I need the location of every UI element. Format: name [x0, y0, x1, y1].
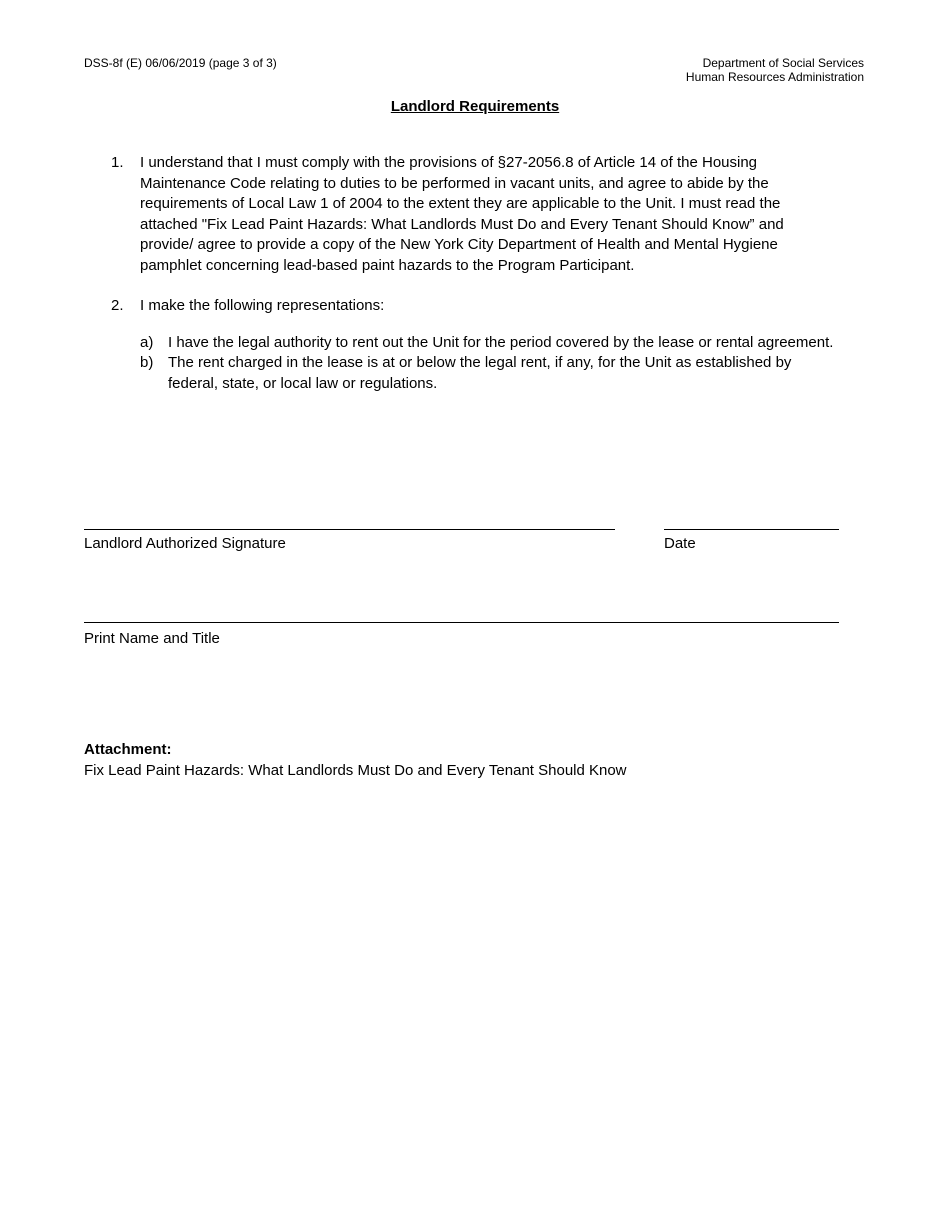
form-id: DSS-8f (E) 06/06/2019 (page 3 of 3) — [84, 56, 277, 70]
signature-label: Landlord Authorized Signature — [84, 535, 286, 552]
subitem-b-text: The rent charged in the lease is at or below the legal rent, if any, for the Unit as established by federal, state, or local law or regulations. — [168, 354, 792, 392]
subitem-b-letter: b) — [140, 354, 154, 371]
attachment-text: Fix Lead Paint Hazards: What Landlords Must Do and Every Tenant Should Know — [84, 762, 627, 779]
subitem-a-letter: a) — [140, 334, 154, 351]
print-name-line[interactable] — [84, 622, 839, 623]
item-2-number: 2. — [111, 297, 124, 314]
administration-name: Human Resources Administration — [685, 70, 864, 84]
item-1-number: 1. — [111, 154, 124, 171]
date-label: Date — [664, 535, 696, 552]
print-name-label: Print Name and Title — [84, 630, 220, 647]
attachment-heading: Attachment: — [84, 741, 172, 758]
item-2-text: I make the following representations: — [140, 297, 385, 314]
department-name: Department of Social Services — [702, 56, 864, 70]
page-title: Landlord Requirements — [390, 98, 560, 115]
item-1-text: I understand that I must comply with the provisions of §27-2056.8 of Article 14 of the Housing Maintenance Code relating to duties to be performed in vacant units, and agree to abide by the requirements of Local Law 1 of 2004 to the extent they are applicable to the Unit. I must read the attached "Fix Lead Paint Hazards: What Landlords Must Do and Every Tenant Should Know” and provide/ agree to provide a copy of the New York City Department of Health and Mental Hygiene pamphlet concerning lead-based paint hazards to the Program Participant. — [140, 154, 784, 274]
signature-line[interactable] — [84, 529, 615, 530]
date-line[interactable] — [664, 529, 839, 530]
agency-header — [686, 56, 864, 84]
subitem-a-text: I have the legal authority to rent out the Unit for the period covered by the lease or rental agreement. — [168, 334, 834, 351]
